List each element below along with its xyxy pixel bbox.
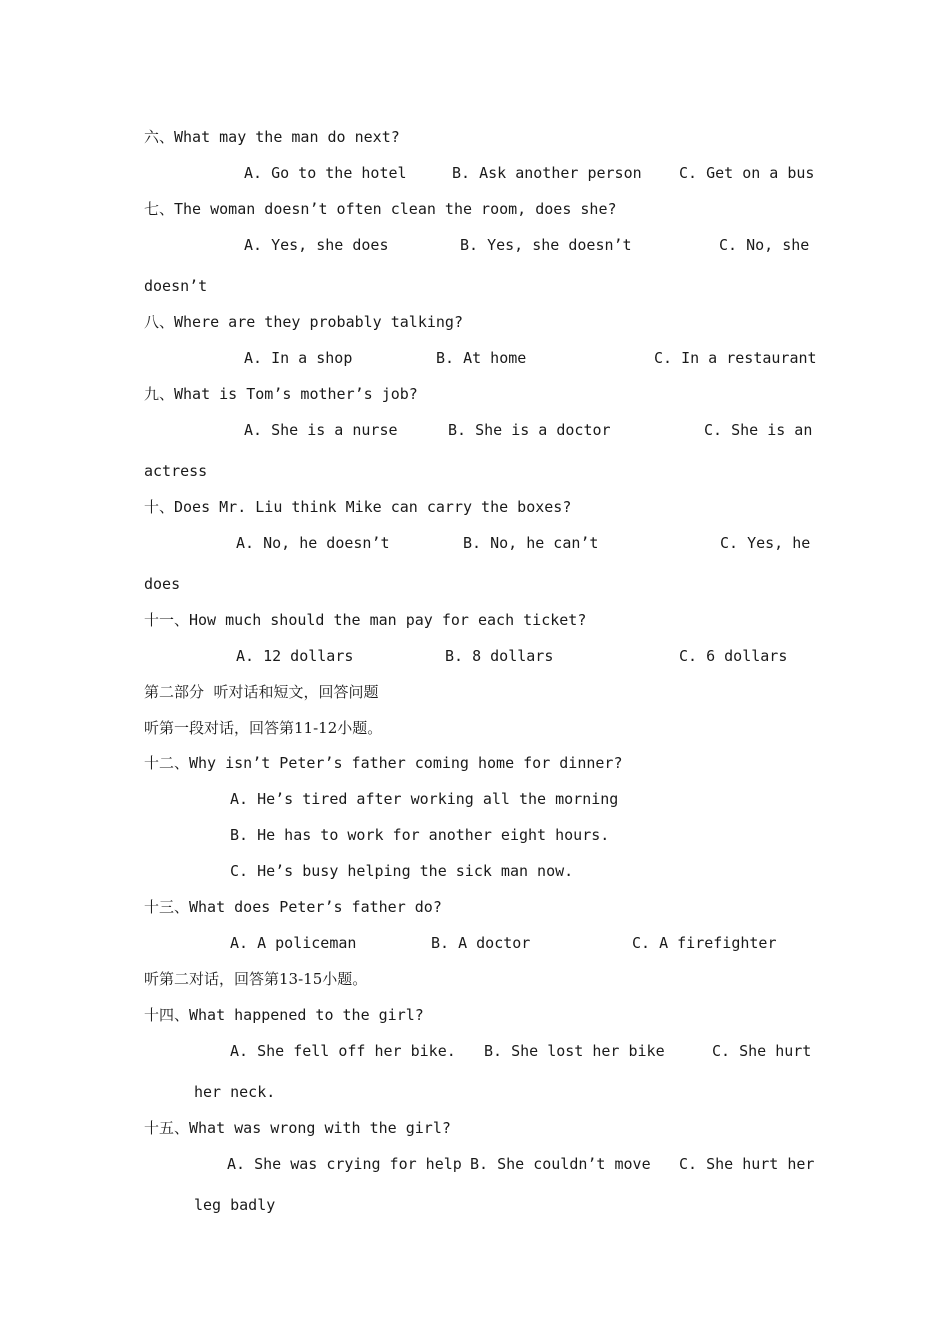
option-a: A. He’s tired after working all the morning [230,790,619,808]
option-a: A. In a shop [244,349,353,367]
option-a: A. 12 dollars [236,647,354,665]
option-c: C. 6 dollars [679,647,788,665]
question-stem: 七、The woman doesn’t often clean the room, does she? [144,200,617,218]
option-c: C. He’s busy helping the sick man now. [230,862,574,880]
option-c: C. She is an [704,421,813,439]
option-b: B. No, he can’t [463,534,599,552]
question-stem: 八、Where are they probably talking? [144,313,463,331]
option-c: C. In a restaurant [654,349,817,367]
question-stem: 十二、Why isn’t Peter’s father coming home for dinner? [144,754,623,772]
option-c: C. She hurt her [679,1155,815,1173]
question-stem: 十四、What happened to the girl? [144,1006,424,1024]
option-b: B. At home [436,349,527,367]
option-c: C. No, she [719,236,810,254]
option-b: B. She lost her bike [484,1042,665,1060]
option-c: C. Yes, he [720,534,811,552]
section-title: 第二部分 听对话和短文，回答问题 [144,683,379,701]
option-c-continuation: her neck. [194,1083,276,1101]
option-b: B. Ask another person [452,164,642,182]
option-c-continuation: leg badly [194,1196,276,1214]
question-stem: 十三、What does Peter’s father do? [144,898,442,916]
option-a: A. She is a nurse [244,421,398,439]
section-instruction: 听第一段对话，回答第11-12小题。 [144,719,383,737]
option-b: B. She is a doctor [448,421,611,439]
option-b: B. She couldn’t move [470,1155,651,1173]
option-c: C. Get on a bus [679,164,815,182]
option-a: A. No, he doesn’t [236,534,390,552]
question-stem: 十五、What was wrong with the girl? [144,1119,451,1137]
option-a: A. A policeman [230,934,357,952]
option-c: C. A firefighter [632,934,777,952]
question-stem: 十一、How much should the man pay for each ticket? [144,611,587,629]
option-b: B. 8 dollars [445,647,554,665]
question-stem: 六、What may the man do next? [144,128,400,146]
option-a: A. She was crying for help [227,1155,462,1173]
option-a: A. She fell off her bike. [230,1042,456,1060]
section-instruction: 听第二对话，回答第13-15小题。 [144,970,368,988]
option-c-continuation: does [144,575,181,593]
option-c-continuation: doesn’t [144,277,208,295]
option-a: A. Go to the hotel [244,164,407,182]
option-c: C. She hurt [712,1042,812,1060]
question-stem: 十、Does Mr. Liu think Mike can carry the boxes? [144,498,572,516]
option-b: B. A doctor [431,934,531,952]
option-a: A. Yes, she does [244,236,389,254]
option-b: B. Yes, she doesn’t [460,236,632,254]
question-stem: 九、What is Tom’s mother’s job? [144,385,418,403]
option-c-continuation: actress [144,462,208,480]
option-b: B. He has to work for another eight hours. [230,826,610,844]
